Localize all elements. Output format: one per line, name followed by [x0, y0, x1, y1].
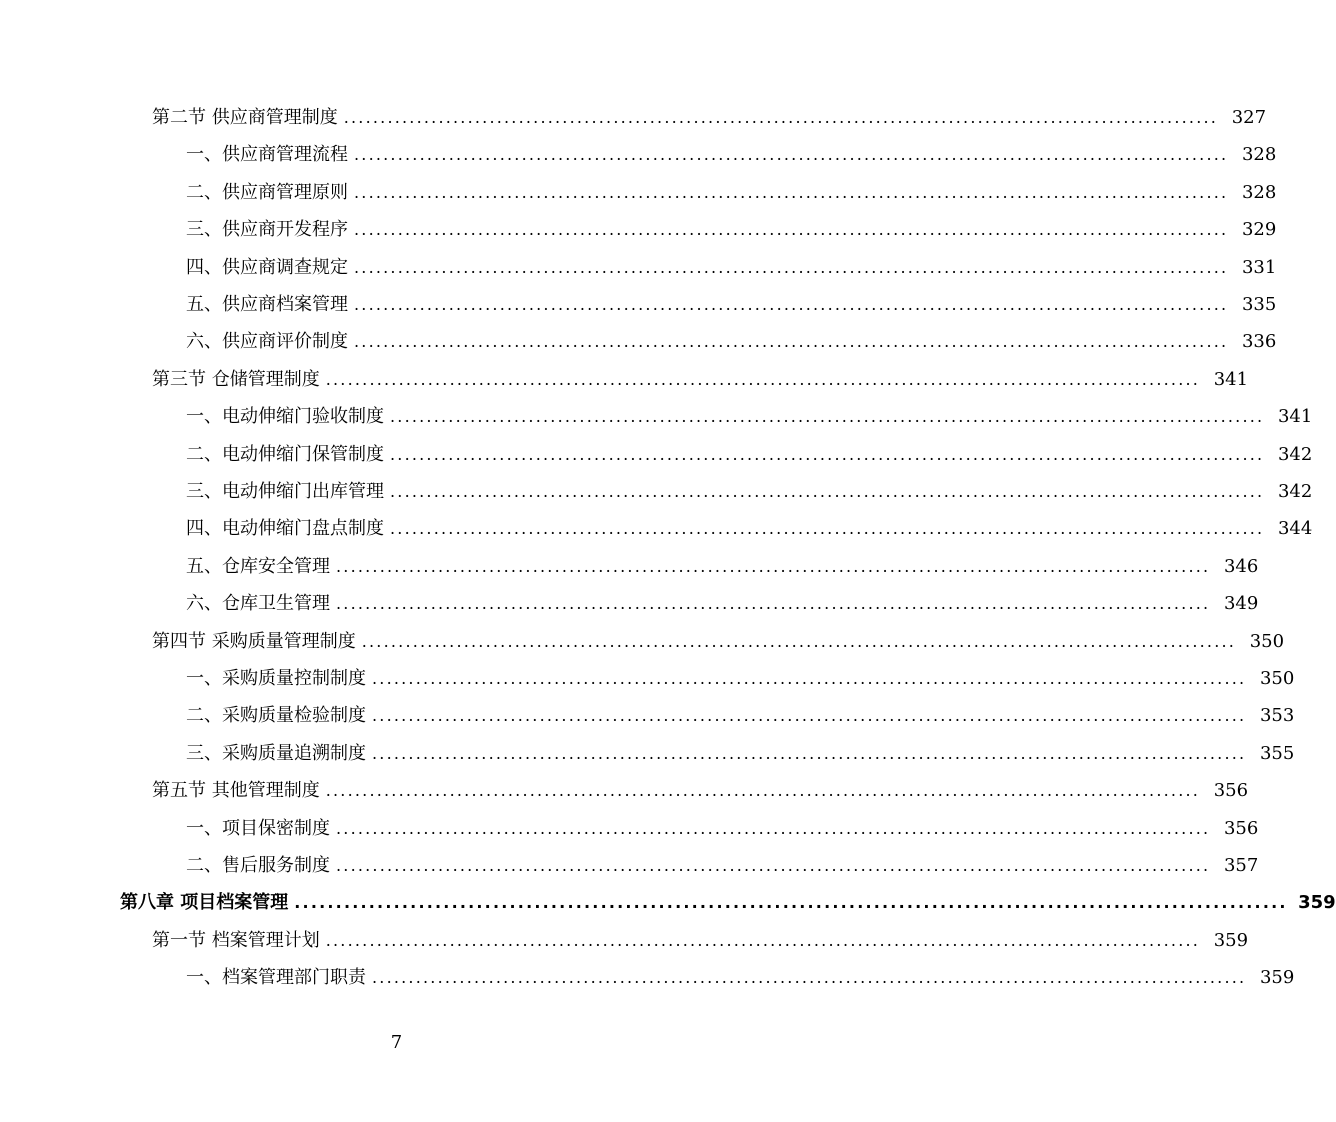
toc-entry-page: 359 [1259, 967, 1295, 989]
toc-entry-page: 355 [1259, 742, 1295, 764]
toc-entry-page: 353 [1259, 705, 1295, 727]
toc-entry-item[interactable] [186, 437, 1313, 473]
toc-entry-title: 第八章 项目档案管理 [120, 892, 289, 914]
toc-entry-title: 一、采购质量控制制度 [186, 668, 366, 689]
toc-entry-title: 第一节 档案管理计划 [152, 929, 320, 951]
toc-entry-page: 342 [1277, 443, 1313, 465]
dot-leader: ........................................................................................................................ [336, 556, 1211, 576]
dot-leader: ........................................................................................................................ [325, 369, 1201, 389]
toc-entry-title: 第四节 采购质量管理制度 [152, 630, 356, 652]
toc-entry-title: 三、采购质量追溯制度 [186, 742, 366, 764]
toc-entry-item[interactable] [186, 212, 1277, 248]
toc-entry-title: 一、电动伸缩门验收制度 [186, 406, 384, 428]
toc-entry-section[interactable] [152, 923, 1249, 959]
toc-entry-title: 第三节 仓储管理制度 [152, 368, 320, 390]
toc-entry-page: 346 [1223, 555, 1259, 577]
dot-leader: ........................................................................................................................ [372, 669, 1247, 688]
toc-entry-title: 一、档案管理部门职责 [186, 967, 366, 989]
toc-entry-section[interactable] [152, 362, 1249, 398]
dot-leader: ........................................................................................................................ [390, 444, 1265, 464]
toc-entry-item[interactable] [186, 586, 1259, 622]
toc-entry-title: 三、电动伸缩门出库管理 [186, 481, 384, 502]
toc-entry-page: 341 [1213, 368, 1249, 390]
dot-leader: ........................................................................................................................ [325, 930, 1201, 950]
toc-entry-page: 350 [1249, 630, 1285, 652]
toc-entry-section[interactable] [152, 773, 1249, 809]
dot-leader: ........................................................................................................................ [372, 743, 1247, 763]
toc-entry-page: 328 [1241, 181, 1277, 203]
toc-entry-title: 一、供应商管理流程 [186, 144, 348, 166]
toc-entry-item[interactable] [186, 811, 1259, 847]
dot-leader: ........................................................................................................................ [390, 407, 1265, 427]
dot-leader: ........................................................................................................................ [336, 818, 1211, 838]
dot-leader: ........................................................................................................................ [372, 968, 1247, 988]
toc-entry-item[interactable] [186, 287, 1277, 323]
dot-leader: ........................................................................................................................ [343, 108, 1219, 127]
toc-entry-title: 第五节 其他管理制度 [152, 780, 320, 802]
toc-entry-page: 335 [1241, 294, 1277, 315]
dot-leader: ........................................................................................................................ [361, 631, 1237, 651]
dot-leader: ........................................................................................................................ [354, 182, 1229, 202]
toc-entry-title: 二、售后服务制度 [186, 855, 330, 876]
toc-entry-title: 四、电动伸缩门盘点制度 [186, 518, 384, 540]
toc-entry-page: 349 [1223, 593, 1259, 615]
dot-leader: ........................................................................................................................ [390, 519, 1265, 539]
toc-entry-title: 二、采购质量检验制度 [186, 705, 366, 727]
toc-entry-title: 二、供应商管理原则 [186, 181, 348, 203]
toc-entry-title: 一、项目保密制度 [186, 817, 330, 839]
toc-entry-page: 341 [1277, 406, 1313, 428]
toc-entry-page: 336 [1241, 331, 1277, 353]
toc-entry-item[interactable] [186, 250, 1277, 286]
dot-leader: ........................................................................................................................ [372, 706, 1247, 726]
toc-entry-page: 331 [1241, 256, 1277, 278]
toc-entry-page: 357 [1223, 855, 1259, 876]
toc-entry-title: 三、供应商开发程序 [186, 219, 348, 241]
toc-entry-title: 二、电动伸缩门保管制度 [186, 443, 384, 465]
toc-entry-item[interactable] [186, 848, 1259, 884]
toc-entry-item[interactable] [186, 960, 1295, 996]
dot-leader: ........................................................................................................................ [354, 220, 1229, 240]
dot-leader: ........................................................................................................................ [336, 594, 1211, 614]
toc-entry-item[interactable] [186, 175, 1277, 211]
toc-entry-title: 第二节 供应商管理制度 [152, 107, 338, 128]
toc-entry-page: 359 [1298, 892, 1336, 914]
toc-entry-title: 六、仓库卫生管理 [186, 593, 330, 615]
dot-leader: ........................................................................................................................ [354, 332, 1229, 352]
toc-entry-title: 五、仓库安全管理 [186, 555, 330, 577]
toc-entry-page: 356 [1223, 817, 1259, 839]
toc-entry-item[interactable] [186, 474, 1313, 510]
toc-entry-page: 350 [1259, 668, 1295, 689]
toc-entry-page: 329 [1241, 219, 1277, 241]
dot-leader: ........................................................................................................................ [294, 893, 1288, 913]
toc-entry-title: 六、供应商评价制度 [186, 331, 348, 353]
toc-entry-page: 356 [1213, 780, 1249, 802]
toc-entry-title: 四、供应商调查规定 [186, 256, 348, 278]
toc-entry-item[interactable] [186, 137, 1277, 173]
dot-leader: ........................................................................................................................ [354, 145, 1229, 165]
dot-leader: ........................................................................................................................ [354, 295, 1229, 314]
dot-leader: ........................................................................................................................ [336, 856, 1211, 875]
toc-entry-page: 342 [1277, 481, 1313, 502]
dot-leader: ........................................................................................................................ [325, 781, 1201, 801]
toc-entry-item[interactable] [186, 736, 1295, 772]
toc-entry-section[interactable] [152, 100, 1267, 136]
dot-leader: ........................................................................................................................ [354, 257, 1229, 277]
page-number: 7 [390, 1032, 403, 1053]
toc-entry-item[interactable] [186, 549, 1259, 585]
dot-leader: ........................................................................................................................ [390, 482, 1265, 501]
toc-entry-page: 328 [1241, 144, 1277, 166]
toc-entry-section[interactable] [152, 624, 1285, 660]
toc-entry-page: 359 [1213, 929, 1249, 951]
toc-entry-item[interactable] [186, 698, 1295, 734]
toc-entry-page: 327 [1231, 107, 1267, 128]
toc-entry-chapter[interactable] [120, 885, 1336, 921]
toc-entry-title: 五、供应商档案管理 [186, 294, 348, 315]
toc-entry-item[interactable] [186, 661, 1295, 697]
toc-entry-item[interactable] [186, 511, 1313, 547]
toc-entry-item[interactable] [186, 399, 1313, 435]
toc-entry-item[interactable] [186, 324, 1277, 360]
toc-entry-page: 344 [1277, 518, 1313, 540]
